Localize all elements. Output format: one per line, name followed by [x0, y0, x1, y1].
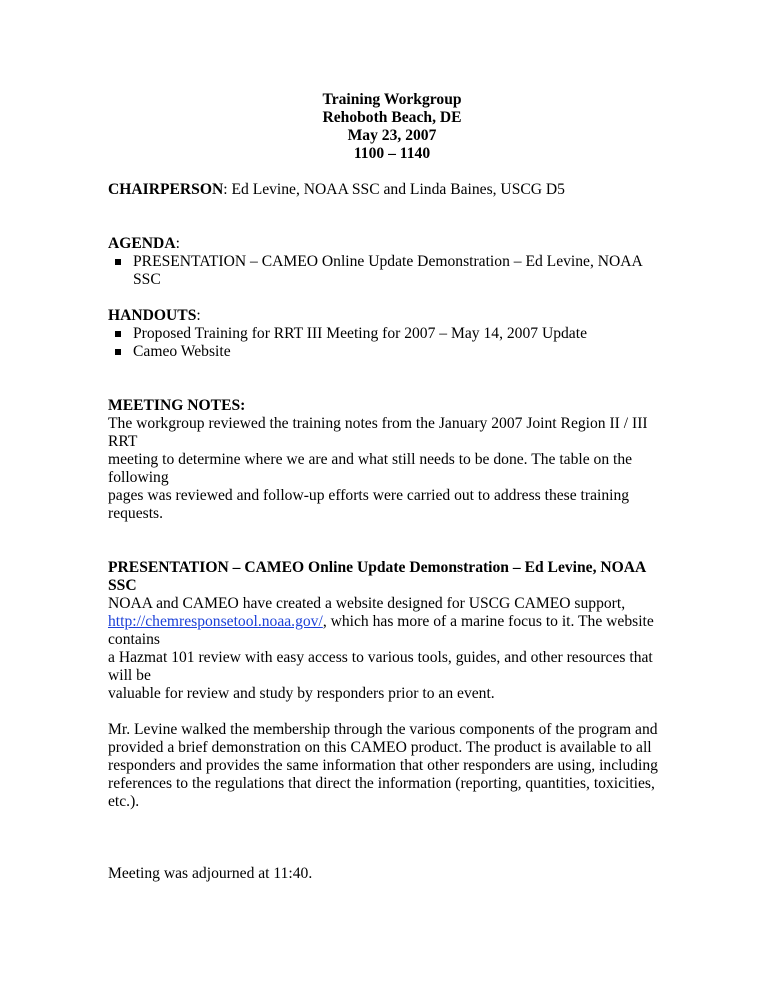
- meeting-time: 1100 – 1140: [353, 145, 431, 162]
- agenda-heading: AGENDA:: [108, 235, 180, 252]
- chairperson-text: Ed Levine, NOAA SSC and Linda Baines, USCG D5: [231, 181, 565, 198]
- presentation-line: http://chemresponsetool.noaa.gov/, which has more of a marine focus to it. The website contains: [108, 613, 654, 648]
- presentation-line: NOAA and CAMEO have created a website designed for USCG CAMEO support,: [108, 595, 626, 612]
- square-bullet-icon: [115, 349, 121, 355]
- chemresponsetool-link[interactable]: http://chemresponsetool.noaa.gov/: [108, 613, 323, 630]
- document-page: [108, 91, 668, 883]
- chairperson-line: CHAIRPERSON: Ed Levine, NOAA SSC and Linda Baines, USCG D5: [108, 181, 565, 198]
- handouts-label: HANDOUTS: [108, 307, 197, 324]
- closing-line: Meeting was adjourned at 11:40.: [108, 865, 313, 882]
- presentation-para2-line: references to the regulations that direct the information (reporting, quantities, toxicities, etc.).: [108, 775, 655, 810]
- meeting-notes-line: meeting to determine where we are and what still needs to be done. The table on the following: [108, 451, 633, 486]
- presentation-para2-line: provided a brief demonstration on this CAMEO product. The product is available to all: [108, 739, 652, 756]
- square-bullet-icon: [115, 331, 121, 337]
- meeting-notes-line: The workgroup reviewed the training notes from the January 2007 Joint Region II / III RRT: [108, 415, 648, 450]
- square-bullet-icon: [115, 259, 121, 265]
- chairperson-label: CHAIRPERSON: [108, 181, 224, 198]
- handouts-list: [108, 325, 668, 361]
- presentation-heading: PRESENTATION – CAMEO Online Update Demonstration – Ed Levine, NOAA SSC: [108, 559, 646, 594]
- presentation-line: a Hazmat 101 review with easy access to various tools, guides, and other resources that will be: [108, 649, 653, 684]
- presentation-para2-line: responders and provides the same information that other responders are using, including: [108, 757, 658, 774]
- meeting-date: May 23, 2007: [347, 127, 437, 144]
- handout-item: Proposed Training for RRT III Meeting for 2007 – May 14, 2007 Update: [108, 325, 668, 343]
- agenda-label: AGENDA: [108, 235, 176, 252]
- presentation-para2-line: Mr. Levine walked the membership through the various components of the program and: [108, 721, 658, 738]
- header-block: [116, 91, 668, 163]
- agenda-list: [108, 253, 668, 288]
- agenda-item: PRESENTATION – CAMEO Online Update Demonstration – Ed Levine, NOAA SSC: [108, 253, 668, 271]
- meeting-location: Rehoboth Beach, DE: [322, 109, 462, 126]
- handouts-heading: HANDOUTS:: [108, 307, 201, 324]
- meeting-notes-heading: MEETING NOTES:: [108, 397, 246, 414]
- presentation-line: valuable for review and study by responders prior to an event.: [108, 685, 495, 702]
- workgroup-title: Training Workgroup: [322, 91, 462, 108]
- meeting-notes-line: pages was reviewed and follow-up efforts were carried out to address these training requests.: [108, 487, 630, 522]
- handout-item: Cameo Website: [108, 343, 668, 361]
